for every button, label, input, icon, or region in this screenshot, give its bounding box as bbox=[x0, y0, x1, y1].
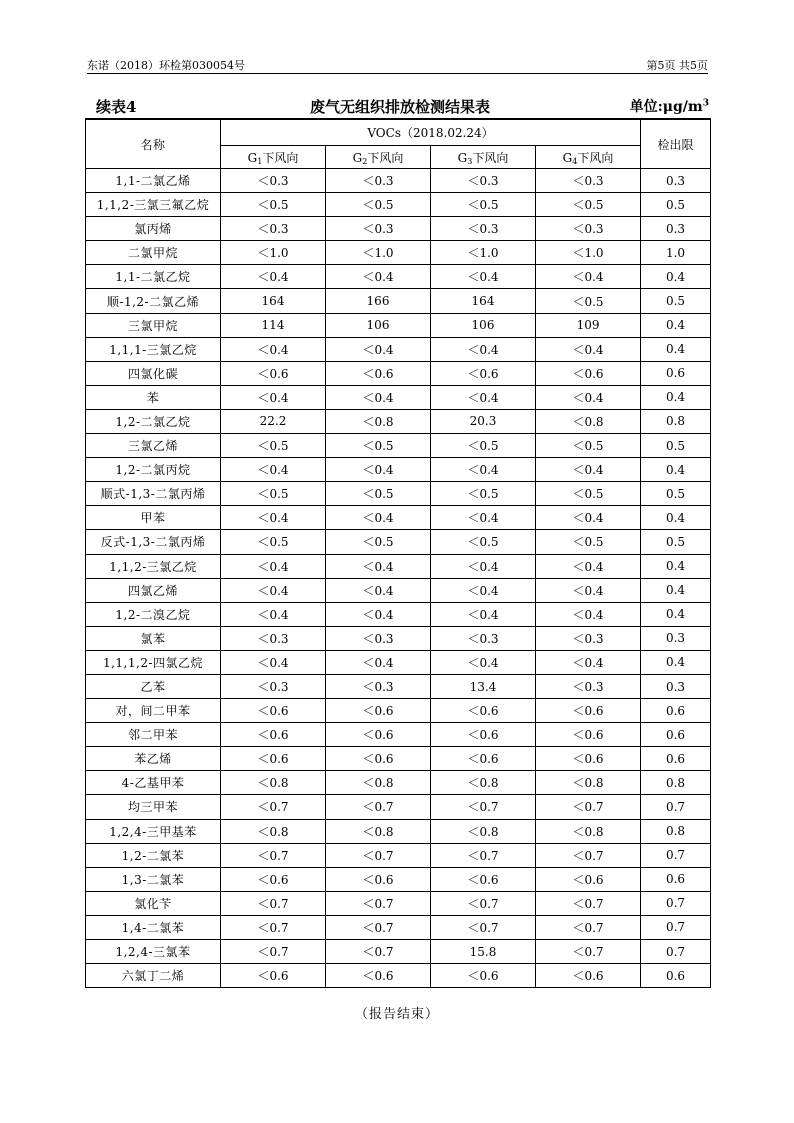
compound-name-cell: 1,2-二氯丙烷 bbox=[86, 458, 221, 482]
compound-name-cell: 1,1,2-三氯三氟乙烷 bbox=[86, 193, 221, 217]
table-row bbox=[86, 530, 711, 554]
table-row bbox=[86, 482, 711, 506]
g3-value-cell: ＜0.4 bbox=[431, 554, 536, 578]
g3-value-cell: 164 bbox=[431, 289, 536, 313]
g4-value-cell: ＜1.0 bbox=[536, 241, 641, 265]
table-row bbox=[86, 891, 711, 915]
site-position-label: 下风向 bbox=[262, 150, 299, 165]
g4-value-cell: ＜0.4 bbox=[536, 337, 641, 361]
g1-value-cell: ＜0.3 bbox=[221, 169, 326, 193]
compound-name-cell: 4-乙基甲苯 bbox=[86, 771, 221, 795]
table-row bbox=[86, 747, 711, 771]
compound-name-cell: 苯乙烯 bbox=[86, 747, 221, 771]
compound-name-cell: 1,2,4-三甲基苯 bbox=[86, 819, 221, 843]
g4-value-cell: ＜0.3 bbox=[536, 217, 641, 241]
g3-value-cell: 20.3 bbox=[431, 409, 536, 433]
g3-value-cell: ＜0.8 bbox=[431, 771, 536, 795]
table-row bbox=[86, 241, 711, 265]
g3-value-cell: 13.4 bbox=[431, 674, 536, 698]
g1-value-cell: ＜0.3 bbox=[221, 626, 326, 650]
table-row bbox=[86, 289, 711, 313]
table-row bbox=[86, 602, 711, 626]
g1-value-cell: ＜0.4 bbox=[221, 265, 326, 289]
g4-value-cell: ＜0.6 bbox=[536, 723, 641, 747]
detection-limit-cell: 0.3 bbox=[641, 626, 711, 650]
table-row bbox=[86, 723, 711, 747]
g1-value-cell: ＜0.7 bbox=[221, 891, 326, 915]
detection-limit-cell: 0.4 bbox=[641, 337, 711, 361]
g1-value-cell: ＜0.6 bbox=[221, 867, 326, 891]
g3-value-cell: ＜1.0 bbox=[431, 241, 536, 265]
detection-limit-cell: 0.6 bbox=[641, 699, 711, 723]
g1-value-cell: 22.2 bbox=[221, 409, 326, 433]
compound-name-cell: 乙苯 bbox=[86, 674, 221, 698]
compound-name-cell: 1,1,1-三氯乙烷 bbox=[86, 337, 221, 361]
table-row bbox=[86, 650, 711, 674]
g3-value-cell: ＜0.5 bbox=[431, 434, 536, 458]
g4-value-cell: ＜0.7 bbox=[536, 843, 641, 867]
g3-value-cell: ＜0.4 bbox=[431, 578, 536, 602]
g4-value-cell: ＜0.7 bbox=[536, 915, 641, 939]
g3-value-cell: ＜0.7 bbox=[431, 843, 536, 867]
g4-value-cell: ＜0.7 bbox=[536, 940, 641, 964]
site-code: G bbox=[247, 150, 258, 165]
g2-value-cell: ＜0.4 bbox=[326, 578, 431, 602]
compound-name-cell: 三氯甲烷 bbox=[86, 313, 221, 337]
table-body bbox=[86, 169, 711, 988]
g4-value-cell: ＜0.4 bbox=[536, 385, 641, 409]
g3-value-cell: ＜0.6 bbox=[431, 964, 536, 988]
results-table bbox=[85, 118, 711, 988]
table-continuation-label: 续表4 bbox=[96, 98, 137, 116]
compound-name-cell: 反式-1,3-二氯丙烯 bbox=[86, 530, 221, 554]
detection-limit-cell: 0.7 bbox=[641, 915, 711, 939]
detection-limit-cell: 0.4 bbox=[641, 554, 711, 578]
g3-value-cell: ＜0.3 bbox=[431, 626, 536, 650]
g2-value-cell: ＜0.6 bbox=[326, 361, 431, 385]
report-number: 东诺（2018）环检第030054号 bbox=[87, 59, 245, 72]
g1-value-cell: ＜0.8 bbox=[221, 771, 326, 795]
table-row bbox=[86, 699, 711, 723]
g1-value-cell: ＜0.5 bbox=[221, 482, 326, 506]
compound-name-cell: 氯丙烯 bbox=[86, 217, 221, 241]
compound-name-cell: 1,1-二氯乙烷 bbox=[86, 265, 221, 289]
detection-limit-cell: 0.8 bbox=[641, 771, 711, 795]
g3-value-cell: ＜0.4 bbox=[431, 458, 536, 482]
detection-limit-cell: 0.4 bbox=[641, 385, 711, 409]
compound-name-cell: 1,4-二氯苯 bbox=[86, 915, 221, 939]
g2-value-cell: ＜0.6 bbox=[326, 867, 431, 891]
g3-value-cell: ＜0.7 bbox=[431, 795, 536, 819]
g3-value-cell: 15.8 bbox=[431, 940, 536, 964]
g4-value-cell: ＜0.6 bbox=[536, 747, 641, 771]
site-code: G bbox=[457, 150, 468, 165]
g2-value-cell: ＜0.7 bbox=[326, 915, 431, 939]
compound-name-cell: 氯化苄 bbox=[86, 891, 221, 915]
table-row bbox=[86, 506, 711, 530]
g2-value-cell: ＜0.3 bbox=[326, 674, 431, 698]
compound-name-cell: 1,2-二溴乙烷 bbox=[86, 602, 221, 626]
vocs-group-header: VOCs（2018.02.24） bbox=[221, 119, 641, 146]
g1-value-cell: ＜0.4 bbox=[221, 578, 326, 602]
g1-value-cell: ＜0.5 bbox=[221, 530, 326, 554]
g4-value-cell: ＜0.5 bbox=[536, 193, 641, 217]
detection-limit-cell: 0.4 bbox=[641, 265, 711, 289]
g4-value-cell: ＜0.6 bbox=[536, 867, 641, 891]
g4-value-cell: ＜0.8 bbox=[536, 819, 641, 843]
g3-value-cell: ＜0.6 bbox=[431, 747, 536, 771]
g3-value-cell: ＜0.4 bbox=[431, 337, 536, 361]
g1-value-cell: ＜0.4 bbox=[221, 650, 326, 674]
g4-value-cell: ＜0.4 bbox=[536, 506, 641, 530]
compound-name-cell: 邻二甲苯 bbox=[86, 723, 221, 747]
site-position-label: 下风向 bbox=[577, 150, 614, 165]
g2-value-cell: ＜0.6 bbox=[326, 964, 431, 988]
compound-name-cell: 四氯乙烯 bbox=[86, 578, 221, 602]
g3-value-cell: ＜0.6 bbox=[431, 361, 536, 385]
g3-value-cell: ＜0.5 bbox=[431, 193, 536, 217]
detection-limit-cell: 0.4 bbox=[641, 506, 711, 530]
g1-value-cell: ＜0.5 bbox=[221, 434, 326, 458]
compound-name-cell: 甲苯 bbox=[86, 506, 221, 530]
g1-value-cell: ＜0.6 bbox=[221, 964, 326, 988]
g2-value-cell: ＜0.4 bbox=[326, 265, 431, 289]
g2-value-cell: ＜0.6 bbox=[326, 747, 431, 771]
compound-name-cell: 1,2,4-三氯苯 bbox=[86, 940, 221, 964]
g2-value-cell: ＜0.4 bbox=[326, 385, 431, 409]
g1-value-cell: ＜1.0 bbox=[221, 241, 326, 265]
table-row bbox=[86, 867, 711, 891]
table-row bbox=[86, 337, 711, 361]
detection-limit-cell: 0.7 bbox=[641, 891, 711, 915]
g3-value-cell: ＜0.6 bbox=[431, 867, 536, 891]
site-code: G bbox=[562, 150, 573, 165]
table-row bbox=[86, 795, 711, 819]
table-row bbox=[86, 361, 711, 385]
table-row bbox=[86, 217, 711, 241]
g4-value-cell: ＜0.5 bbox=[536, 530, 641, 554]
g1-value-cell: ＜0.7 bbox=[221, 795, 326, 819]
compound-name-cell: 1,1-二氯乙烯 bbox=[86, 169, 221, 193]
detection-limit-cell: 0.3 bbox=[641, 169, 711, 193]
g2-value-cell: ＜0.3 bbox=[326, 169, 431, 193]
g3-value-cell: ＜0.6 bbox=[431, 699, 536, 723]
detection-limit-cell: 0.8 bbox=[641, 819, 711, 843]
unit-exponent: 3 bbox=[702, 98, 709, 109]
g2-value-cell: ＜0.5 bbox=[326, 530, 431, 554]
site-column-header bbox=[221, 146, 326, 169]
g2-value-cell: ＜0.8 bbox=[326, 409, 431, 433]
detection-limit-cell: 0.4 bbox=[641, 458, 711, 482]
g2-value-cell: ＜0.6 bbox=[326, 723, 431, 747]
compound-name-cell: 苯 bbox=[86, 385, 221, 409]
site-position-label: 下风向 bbox=[472, 150, 509, 165]
g3-value-cell: ＜0.3 bbox=[431, 169, 536, 193]
g3-value-cell: ＜0.4 bbox=[431, 650, 536, 674]
table-row bbox=[86, 385, 711, 409]
g2-value-cell: ＜0.7 bbox=[326, 891, 431, 915]
report-end-note: （报告结束） bbox=[354, 1007, 439, 1022]
table-row bbox=[86, 915, 711, 939]
g4-value-cell: ＜0.6 bbox=[536, 361, 641, 385]
g4-value-cell: ＜0.3 bbox=[536, 674, 641, 698]
detection-limit-cell: 0.3 bbox=[641, 674, 711, 698]
g4-value-cell: ＜0.5 bbox=[536, 482, 641, 506]
detection-limit-cell: 0.7 bbox=[641, 940, 711, 964]
g1-value-cell: ＜0.7 bbox=[221, 915, 326, 939]
g2-value-cell: ＜0.3 bbox=[326, 626, 431, 650]
g3-value-cell: ＜0.7 bbox=[431, 915, 536, 939]
g3-value-cell: ＜0.4 bbox=[431, 385, 536, 409]
table-row bbox=[86, 578, 711, 602]
g1-value-cell: ＜0.4 bbox=[221, 385, 326, 409]
site-code: G bbox=[352, 150, 363, 165]
g2-value-cell: ＜0.3 bbox=[326, 217, 431, 241]
table-row bbox=[86, 265, 711, 289]
detection-limit-cell: 0.6 bbox=[641, 361, 711, 385]
table-row bbox=[86, 771, 711, 795]
g3-value-cell: ＜0.5 bbox=[431, 482, 536, 506]
g2-value-cell: ＜0.6 bbox=[326, 699, 431, 723]
table-row bbox=[86, 964, 711, 988]
detection-limit-cell: 0.6 bbox=[641, 964, 711, 988]
detection-limit-cell: 0.5 bbox=[641, 289, 711, 313]
g3-value-cell: ＜0.4 bbox=[431, 506, 536, 530]
compound-name-cell: 1,2-二氯苯 bbox=[86, 843, 221, 867]
compound-name-cell: 二氯甲烷 bbox=[86, 241, 221, 265]
g4-value-cell: ＜0.5 bbox=[536, 289, 641, 313]
g4-value-cell: ＜0.7 bbox=[536, 891, 641, 915]
g1-value-cell: ＜0.5 bbox=[221, 193, 326, 217]
g4-value-cell: ＜0.6 bbox=[536, 699, 641, 723]
table-row bbox=[86, 409, 711, 433]
detection-limit-cell: 0.3 bbox=[641, 217, 711, 241]
g2-value-cell: ＜0.5 bbox=[326, 482, 431, 506]
compound-name-cell: 对，间二甲苯 bbox=[86, 699, 221, 723]
g2-value-cell: ＜0.8 bbox=[326, 819, 431, 843]
g2-value-cell: ＜0.7 bbox=[326, 843, 431, 867]
g2-value-cell: ＜0.5 bbox=[326, 193, 431, 217]
g4-value-cell: ＜0.3 bbox=[536, 626, 641, 650]
g1-value-cell: ＜0.4 bbox=[221, 458, 326, 482]
g4-value-cell: 109 bbox=[536, 313, 641, 337]
table-row bbox=[86, 554, 711, 578]
compound-name-cell: 1,2-二氯乙烷 bbox=[86, 409, 221, 433]
detection-limit-header: 检出限 bbox=[641, 119, 711, 169]
table-row bbox=[86, 626, 711, 650]
compound-name-cell: 六氯丁二烯 bbox=[86, 964, 221, 988]
g2-value-cell: ＜0.4 bbox=[326, 602, 431, 626]
site-position-label: 下风向 bbox=[367, 150, 404, 165]
detection-limit-cell: 0.4 bbox=[641, 578, 711, 602]
g4-value-cell: ＜0.6 bbox=[536, 964, 641, 988]
detection-limit-cell: 0.5 bbox=[641, 434, 711, 458]
g4-value-cell: ＜0.8 bbox=[536, 771, 641, 795]
site-number: 1 bbox=[257, 156, 263, 166]
name-column-header: 名称 bbox=[86, 119, 221, 169]
g2-value-cell: ＜1.0 bbox=[326, 241, 431, 265]
g3-value-cell: ＜0.5 bbox=[431, 530, 536, 554]
g2-value-cell: 106 bbox=[326, 313, 431, 337]
g1-value-cell: ＜0.6 bbox=[221, 723, 326, 747]
compound-name-cell: 均三甲苯 bbox=[86, 795, 221, 819]
compound-name-cell: 四氯化碳 bbox=[86, 361, 221, 385]
g4-value-cell: ＜0.4 bbox=[536, 554, 641, 578]
g4-value-cell: ＜0.4 bbox=[536, 650, 641, 674]
g2-value-cell: ＜0.7 bbox=[326, 940, 431, 964]
g4-value-cell: ＜0.4 bbox=[536, 602, 641, 626]
detection-limit-cell: 0.8 bbox=[641, 409, 711, 433]
g2-value-cell: ＜0.5 bbox=[326, 434, 431, 458]
g4-value-cell: ＜0.3 bbox=[536, 169, 641, 193]
g1-value-cell: ＜0.6 bbox=[221, 747, 326, 771]
g4-value-cell: ＜0.7 bbox=[536, 795, 641, 819]
g1-value-cell: ＜0.7 bbox=[221, 940, 326, 964]
g2-value-cell: ＜0.4 bbox=[326, 458, 431, 482]
unit-label bbox=[600, 96, 709, 116]
table-row bbox=[86, 193, 711, 217]
site-number: 2 bbox=[362, 156, 368, 166]
g1-value-cell: ＜0.7 bbox=[221, 843, 326, 867]
detection-limit-cell: 1.0 bbox=[641, 241, 711, 265]
g4-value-cell: ＜0.8 bbox=[536, 409, 641, 433]
header-rule bbox=[87, 73, 708, 74]
header-row-1 bbox=[86, 119, 711, 146]
g1-value-cell: ＜0.4 bbox=[221, 506, 326, 530]
table-row bbox=[86, 940, 711, 964]
g1-value-cell: ＜0.3 bbox=[221, 674, 326, 698]
table-row bbox=[86, 458, 711, 482]
g3-value-cell: ＜0.7 bbox=[431, 891, 536, 915]
table-row bbox=[86, 843, 711, 867]
compound-name-cell: 1,1,2-三氯乙烷 bbox=[86, 554, 221, 578]
g3-value-cell: ＜0.4 bbox=[431, 602, 536, 626]
compound-name-cell: 三氯乙烯 bbox=[86, 434, 221, 458]
table-title: 废气无组织排放检测结果表 bbox=[309, 98, 490, 116]
detection-limit-cell: 0.6 bbox=[641, 723, 711, 747]
table-row bbox=[86, 434, 711, 458]
g1-value-cell: ＜0.4 bbox=[221, 602, 326, 626]
g3-value-cell: 106 bbox=[431, 313, 536, 337]
compound-name-cell: 氯苯 bbox=[86, 626, 221, 650]
g3-value-cell: ＜0.4 bbox=[431, 265, 536, 289]
g2-value-cell: 166 bbox=[326, 289, 431, 313]
compound-name-cell: 1,1,1,2-四氯乙烷 bbox=[86, 650, 221, 674]
g2-value-cell: ＜0.8 bbox=[326, 771, 431, 795]
table-row bbox=[86, 169, 711, 193]
detection-limit-cell: 0.4 bbox=[641, 650, 711, 674]
g1-value-cell: ＜0.8 bbox=[221, 819, 326, 843]
compound-name-cell: 顺-1,2-二氯乙烯 bbox=[86, 289, 221, 313]
g4-value-cell: ＜0.4 bbox=[536, 578, 641, 602]
g2-value-cell: ＜0.4 bbox=[326, 650, 431, 674]
g1-value-cell: ＜0.4 bbox=[221, 337, 326, 361]
g4-value-cell: ＜0.4 bbox=[536, 265, 641, 289]
g1-value-cell: 114 bbox=[221, 313, 326, 337]
detection-limit-cell: 0.6 bbox=[641, 867, 711, 891]
page-info: 第5页 共5页 bbox=[646, 59, 708, 72]
g2-value-cell: ＜0.4 bbox=[326, 337, 431, 361]
table-row bbox=[86, 674, 711, 698]
site-column-header bbox=[326, 146, 431, 169]
site-column-header bbox=[536, 146, 641, 169]
site-column-header bbox=[431, 146, 536, 169]
site-number: 4 bbox=[572, 156, 578, 166]
detection-limit-cell: 0.7 bbox=[641, 843, 711, 867]
g3-value-cell: ＜0.6 bbox=[431, 723, 536, 747]
table-row bbox=[86, 819, 711, 843]
site-number: 3 bbox=[467, 156, 473, 166]
g2-value-cell: ＜0.7 bbox=[326, 795, 431, 819]
detection-limit-cell: 0.7 bbox=[641, 795, 711, 819]
unit-text: 单位:μg/m bbox=[629, 99, 703, 115]
g1-value-cell: ＜0.3 bbox=[221, 217, 326, 241]
g4-value-cell: ＜0.5 bbox=[536, 434, 641, 458]
g2-value-cell: ＜0.4 bbox=[326, 554, 431, 578]
detection-limit-cell: 0.5 bbox=[641, 530, 711, 554]
detection-limit-cell: 0.4 bbox=[641, 602, 711, 626]
g1-value-cell: ＜0.6 bbox=[221, 699, 326, 723]
detection-limit-cell: 0.4 bbox=[641, 313, 711, 337]
detection-limit-cell: 0.6 bbox=[641, 747, 711, 771]
detection-limit-cell: 0.5 bbox=[641, 193, 711, 217]
table-row bbox=[86, 313, 711, 337]
g1-value-cell: 164 bbox=[221, 289, 326, 313]
detection-limit-cell: 0.5 bbox=[641, 482, 711, 506]
g3-value-cell: ＜0.8 bbox=[431, 819, 536, 843]
compound-name-cell: 顺式-1,3-二氯丙烯 bbox=[86, 482, 221, 506]
g2-value-cell: ＜0.4 bbox=[326, 506, 431, 530]
g4-value-cell: ＜0.4 bbox=[536, 458, 641, 482]
g1-value-cell: ＜0.4 bbox=[221, 554, 326, 578]
compound-name-cell: 1,3-二氯苯 bbox=[86, 867, 221, 891]
g1-value-cell: ＜0.6 bbox=[221, 361, 326, 385]
g3-value-cell: ＜0.3 bbox=[431, 217, 536, 241]
